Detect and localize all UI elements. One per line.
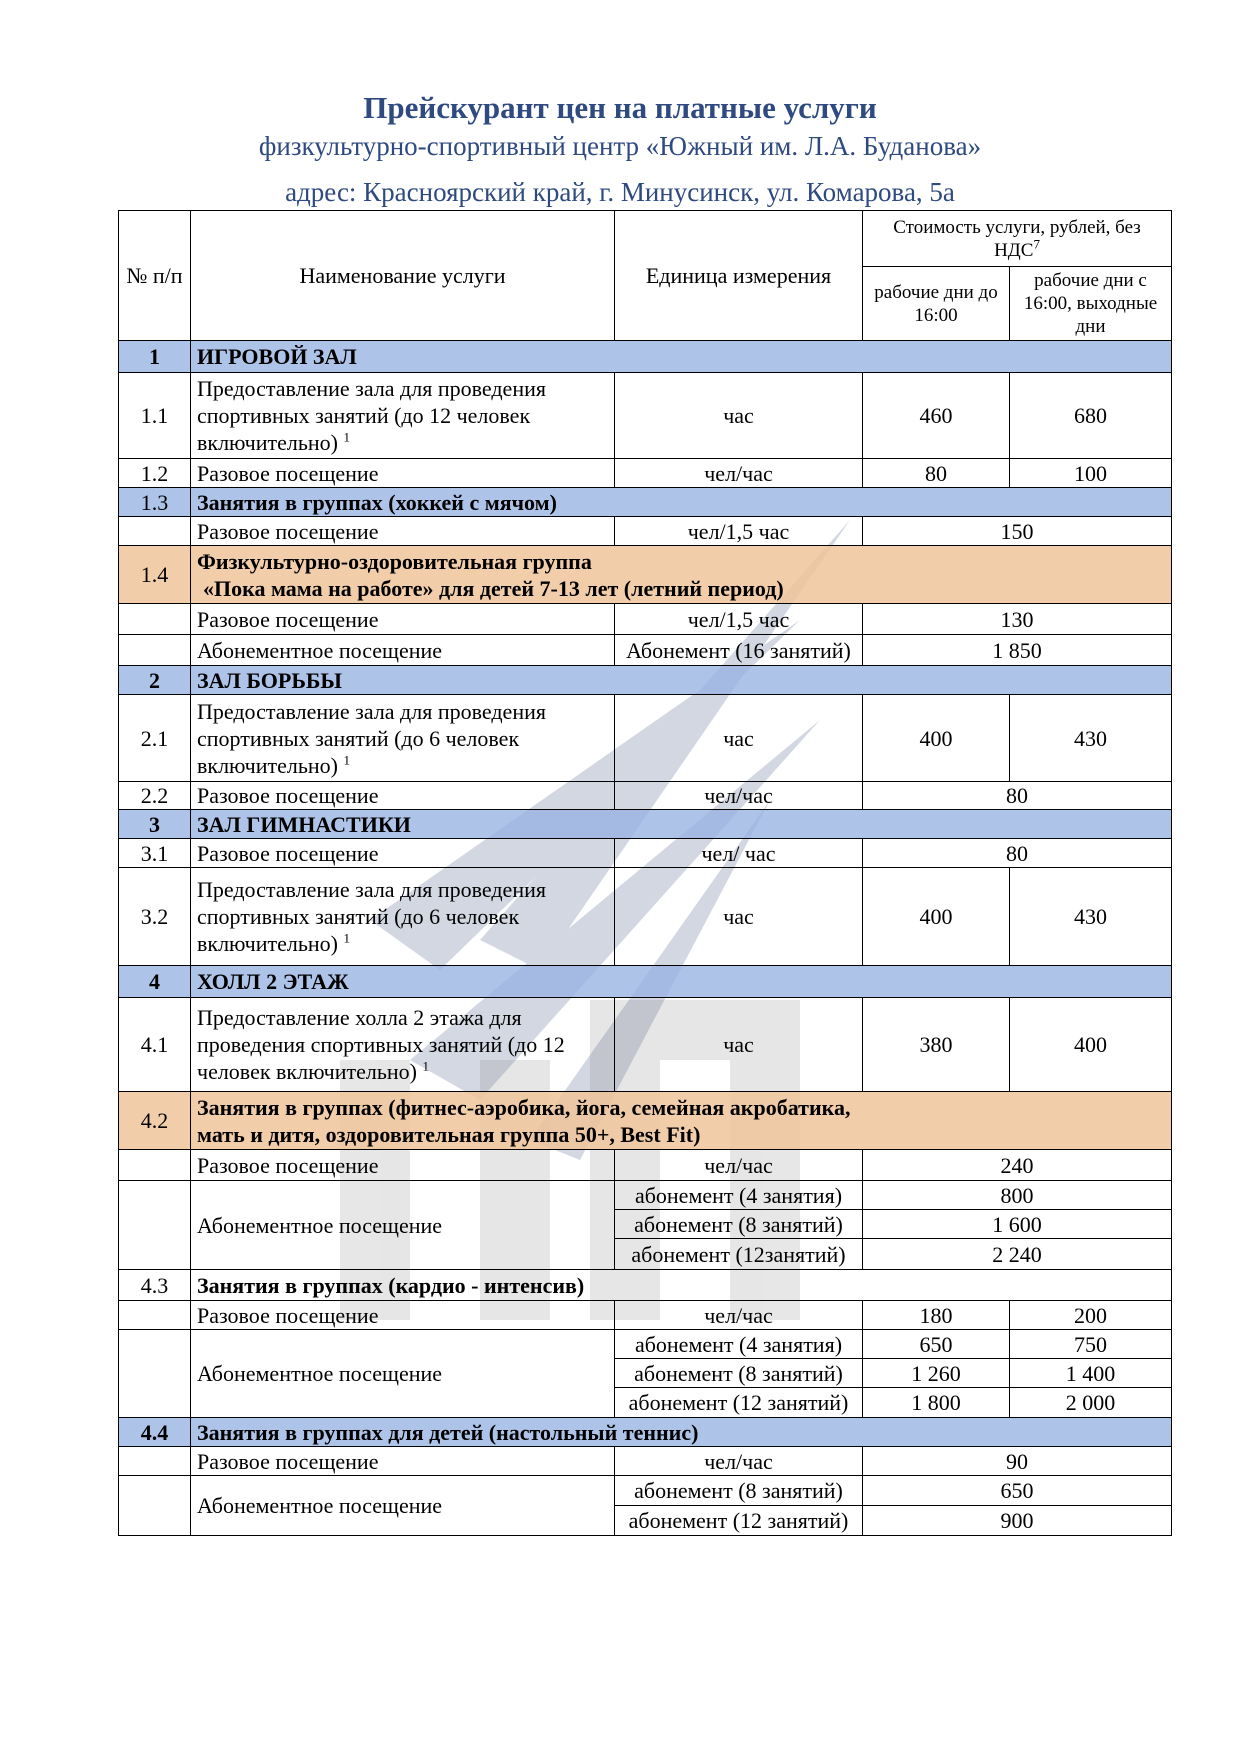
group-row: 4.3 Занятия в группах (кардио - интенсив) xyxy=(119,1270,1172,1301)
table-row: 3.1 Разовое посещение чел/ час 80 xyxy=(119,839,1172,868)
col-header-cost: Стоимость услуги, рублей, без НДС$^7$ xyxy=(863,211,1172,267)
table-row: Разовое посещение чел/1,5 час 150 xyxy=(119,517,1172,546)
organization-name: физкультурно-спортивный центр «Южный им. Л.А. Буданова» xyxy=(258,131,982,161)
table-row: абонемент (12 занятий) 900 xyxy=(119,1506,1172,1536)
table-row: Абонементное посещение абонемент (8 занятий) 650 xyxy=(119,1476,1172,1506)
col-header-num: № п/п xyxy=(119,211,191,341)
document-header xyxy=(0,88,1240,210)
table-row: 4.1 Предоставление холла 2 этажа для проведения спортивных занятий (до 12 человек включительно) $^1$ час 380 400 xyxy=(119,998,1172,1092)
col-header-weekday: рабочие дни до 16:00 xyxy=(863,267,1010,341)
table-row: абонемент (12 занятий) 1 800 2 000 xyxy=(119,1388,1172,1418)
table-row: 1.1 Предоставление зала для проведения спортивных занятий (до 12 человек включительно) $^1$ час 460 680 xyxy=(119,373,1172,459)
table-row: Абонементное посещение Абонемент (16 занятий) 1 850 xyxy=(119,635,1172,666)
col-header-weekend: рабочие дни с 16:00, выходные дни xyxy=(1010,267,1172,341)
col-header-unit: Единица измерения xyxy=(615,211,863,341)
organization-address: адрес: Красноярский край, г. Минусинск, ул. Комарова, 5а xyxy=(285,177,955,207)
table-row: Абонементное посещение абонемент (4 занятия) 800 xyxy=(119,1181,1172,1210)
table-row: абонемент (8 занятий) 1 600 xyxy=(119,1210,1172,1239)
subsection-row: 1.4 Физкультурно-оздоровительная группа «Пока мама на работе» для детей 7-13 лет (летний период) xyxy=(119,546,1172,604)
table-header-row xyxy=(119,211,1172,267)
table-row: абонемент (12занятий) 2 240 xyxy=(119,1239,1172,1270)
document-title: Прейскурант цен на платные услуги xyxy=(363,90,877,125)
table-row: Разовое посещение чел/час 240 xyxy=(119,1150,1172,1181)
table-row: 3.2 Предоставление зала для проведения спортивных занятий (до 6 человек включительно) $^1$ час 400 430 xyxy=(119,868,1172,966)
table-row: Абонементное посещение абонемент (4 занятия) 650 750 xyxy=(119,1330,1172,1359)
table-row: Разовое посещение чел/час 180 200 xyxy=(119,1301,1172,1330)
table-row: 2.1 Предоставление зала для проведения спортивных занятий (до 6 человек включительно) $^1$ час 400 430 xyxy=(119,695,1172,782)
section-row: 1 ИГРОВОЙ ЗАЛ xyxy=(119,341,1172,373)
section-row: 2 ЗАЛ БОРЬБЫ xyxy=(119,666,1172,695)
table-row: абонемент (8 занятий) 1 260 1 400 xyxy=(119,1359,1172,1388)
section-row: 4.4 Занятия в группах для детей (настольный теннис) xyxy=(119,1418,1172,1447)
table-row: 1.2 Разовое посещение чел/час 80 100 xyxy=(119,459,1172,488)
section-row: 1.3 Занятия в группах (хоккей с мячом) xyxy=(119,488,1172,517)
table-row: 2.2 Разовое посещение чел/час 80 xyxy=(119,782,1172,810)
price-table xyxy=(118,210,1172,1536)
section-row: 3 ЗАЛ ГИМНАСТИКИ xyxy=(119,810,1172,839)
table-row: Разовое посещение чел/1,5 час 130 xyxy=(119,604,1172,635)
section-row: 4 ХОЛЛ 2 ЭТАЖ xyxy=(119,966,1172,998)
subsection-row: 4.2 Занятия в группах (фитнес-аэробика, йога, семейная акробатика, мать и дитя, оздоровительная группа 50+, Best Fit) xyxy=(119,1092,1172,1150)
footnote-marker: 7 xyxy=(1033,236,1040,252)
col-header-name: Наименование услуги xyxy=(191,211,615,341)
table-row: Разовое посещение чел/час 90 xyxy=(119,1447,1172,1476)
